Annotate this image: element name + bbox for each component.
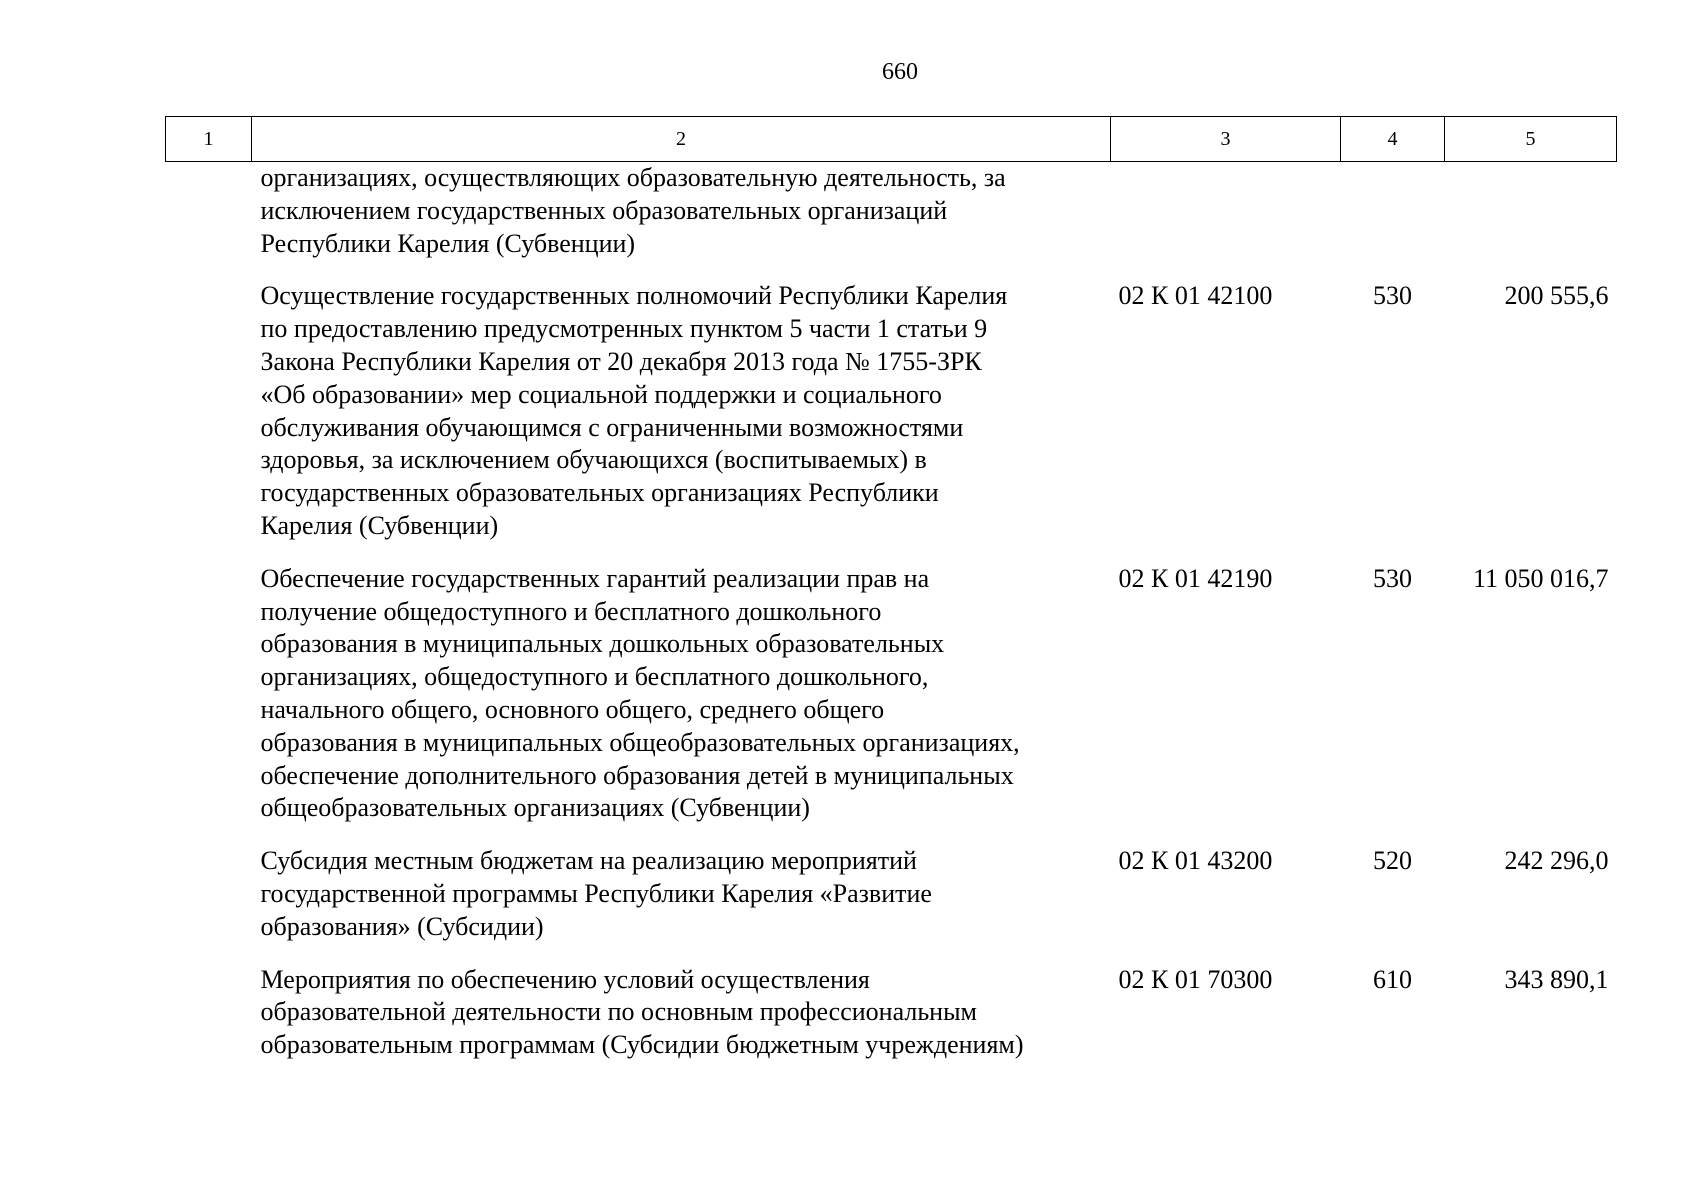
row-expense-type: 530 bbox=[1373, 281, 1412, 311]
column-header-3: 3 bbox=[1111, 117, 1341, 162]
description-line: образования в муниципальных дошкольных образовательных bbox=[260, 629, 945, 659]
description-line: исключением государственных образовательных организаций bbox=[260, 195, 948, 225]
row-code: 02 К 01 42190 bbox=[1118, 563, 1273, 593]
description-line: общеобразовательных организациях (Субвенции) bbox=[260, 793, 810, 823]
row-amount: 343 890,1 bbox=[1504, 964, 1609, 994]
table-row bbox=[166, 563, 1617, 845]
row-description bbox=[166, 845, 1111, 963]
description-line: здоровья, за исключением обучающихся (воспитываемых) в bbox=[260, 445, 927, 475]
row-code: 02 К 01 42100 bbox=[1118, 281, 1273, 311]
table-body bbox=[166, 162, 1617, 1082]
description-line: образовательным программам (Субсидии бюджетным учреждениям) bbox=[260, 1030, 1024, 1060]
row-expense-type: 520 bbox=[1373, 846, 1412, 876]
row-description bbox=[166, 280, 1111, 562]
budget-table bbox=[165, 116, 1617, 1082]
row-code bbox=[1111, 162, 1341, 281]
page-number: 660 bbox=[882, 59, 918, 85]
row-code: 02 К 01 43200 bbox=[1118, 846, 1273, 876]
description-line: начального общего, основного общего, среднего общего bbox=[260, 694, 885, 724]
row-amount: 11 050 016,7 bbox=[1472, 563, 1609, 593]
description-line: образования» (Субсидии) bbox=[260, 911, 544, 941]
description-line: образования в муниципальных общеобразовательных организациях, bbox=[260, 727, 1020, 757]
description-line: обслуживания обучающимся с ограниченными возможностями bbox=[260, 412, 964, 442]
description-line: образовательной деятельности по основным профессиональным bbox=[260, 997, 978, 1027]
description-line: Мероприятия по обеспечению условий осуществления bbox=[260, 964, 870, 994]
table-row bbox=[166, 162, 1617, 281]
table-header-row bbox=[166, 117, 1617, 162]
row-description bbox=[166, 563, 1111, 845]
column-header-1: 1 bbox=[166, 117, 252, 162]
column-header-4: 4 bbox=[1341, 117, 1445, 162]
table-row bbox=[166, 280, 1617, 562]
description-line: Карелия (Субвенции) bbox=[260, 510, 499, 540]
description-line: получение общедоступного и бесплатного дошкольного bbox=[260, 596, 882, 626]
row-amount: 200 555,6 bbox=[1504, 281, 1609, 311]
description-line: Закона Республики Карелия от 20 декабря 2013 года № 1755-ЗРК bbox=[260, 346, 982, 376]
description-line: организациях, осуществляющих образовательную деятельность, за bbox=[260, 163, 1006, 192]
row-amount bbox=[1445, 162, 1617, 281]
row-expense-type bbox=[1341, 162, 1445, 281]
row-description bbox=[166, 964, 1111, 1082]
column-header-5: 5 bbox=[1445, 117, 1617, 162]
row-code: 02 К 01 70300 bbox=[1118, 964, 1273, 994]
row-amount: 242 296,0 bbox=[1504, 846, 1609, 876]
description-line: государственной программы Республики Карелия «Развитие bbox=[260, 878, 932, 908]
description-line: государственных образовательных организациях Республики bbox=[260, 478, 939, 508]
description-line: Обеспечение государственных гарантий реализации прав на bbox=[260, 563, 930, 593]
description-line: «Об образовании» мер социальной поддержки и социального bbox=[260, 379, 942, 409]
description-line: по предоставлению предусмотренных пунктом 5 части 1 статьи 9 bbox=[260, 314, 988, 344]
description-line: Субсидия местным бюджетам на реализацию мероприятий bbox=[260, 846, 917, 876]
description-line: организациях, общедоступного и бесплатного дошкольного, bbox=[260, 662, 929, 692]
row-description bbox=[166, 162, 1111, 281]
row-expense-type: 530 bbox=[1373, 563, 1412, 593]
description-line: Осуществление государственных полномочий Республики Карелия bbox=[260, 281, 1008, 311]
description-line: обеспечение дополнительного образования детей в муниципальных bbox=[260, 760, 1014, 790]
description-line: Республики Карелия (Субвенции) bbox=[260, 228, 636, 258]
row-expense-type: 610 bbox=[1373, 964, 1412, 994]
table-row bbox=[166, 964, 1617, 1082]
column-header-2: 2 bbox=[252, 117, 1111, 162]
table-row bbox=[166, 845, 1617, 963]
